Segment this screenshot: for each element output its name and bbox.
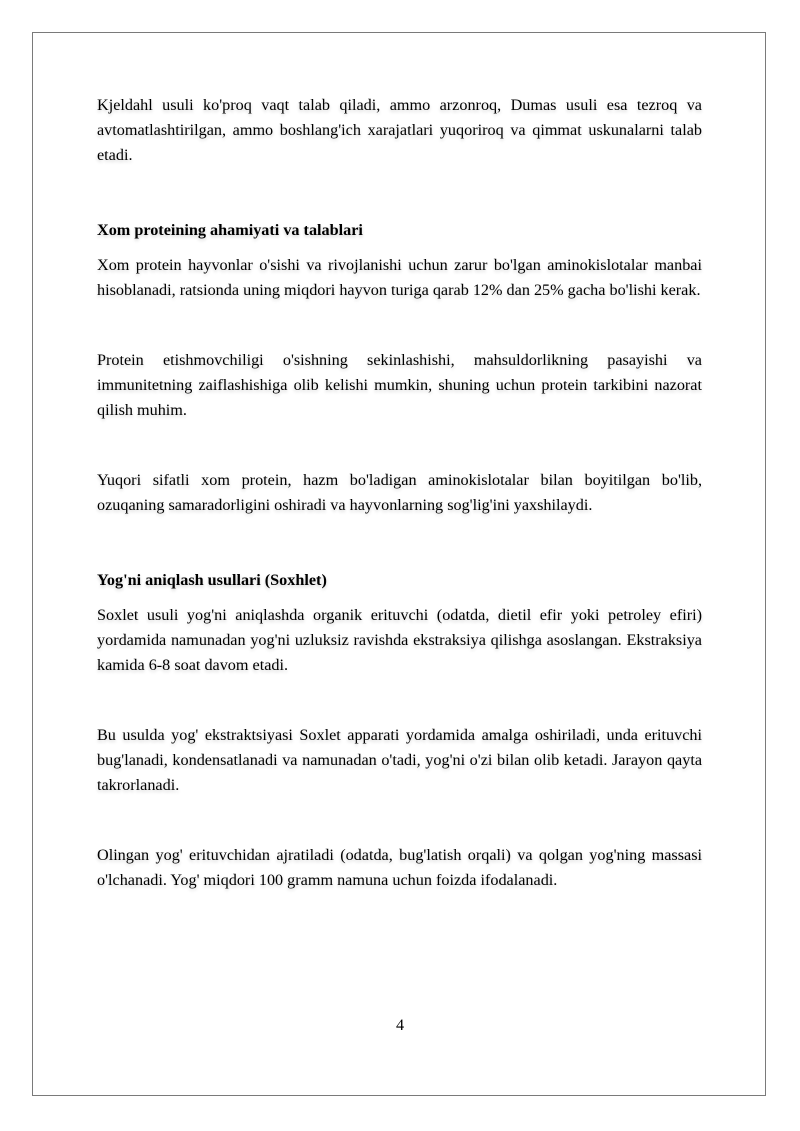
section-heading-soxhlet: Yog'ni aniqlash usullari (Soxhlet) — [97, 571, 327, 589]
intro-paragraph: Kjeldahl usuli ko'proq vaqt talab qiladi, ammo arzonroq, Dumas usuli esa tezroq va avtomatlashtirilgan, ammo boshlang'ich xarajatlari yuqoriroq va qimmat uskunalarni talab etadi. — [97, 96, 702, 164]
page-number: 4 — [395, 1016, 405, 1034]
protein-paragraph-2: Protein etishmovchiligi o'sishning sekinlashishi, mahsuldorlikning pasayishi va immunitetning zaiflashishiga olib kelishi mumkin, shuning uchun protein tarkibini nazorat qilish muhim. — [97, 351, 702, 419]
soxhlet-paragraph-2: Bu usulda yog' ekstraktsiyasi Soxlet apparati yordamida amalga oshiriladi, unda erituvchi bug'lanadi, kondensatlanadi va namunadan o'tadi, yog'ni o'zi bilan olib ketadi. Jarayon qayta takrorlanadi. — [97, 726, 702, 794]
protein-paragraph-1: Xom protein hayvonlar o'sishi va rivojlanishi uchun zarur bo'lgan aminokislotalar manbai hisoblanadi, ratsionda uning miqdori hayvon turiga qarab 12% dan 25% gacha bo'lishi kerak. — [97, 256, 702, 299]
spacer — [97, 303, 702, 348]
spacer — [97, 678, 702, 723]
soxhlet-paragraph-1: Soxlet usuli yog'ni aniqlashda organik erituvchi (odatda, dietil efir yoki petroley efiri) yordamida namunadan yog'ni uzluksiz ravishda ekstraksiya qilishga asoslangan. Ekstraksiya kamida 6-8 soat davom etadi. — [97, 606, 702, 674]
spacer — [97, 243, 702, 253]
spacer — [97, 518, 702, 568]
spacer — [97, 423, 702, 468]
soxhlet-paragraph-3: Olingan yog' erituvchidan ajratiladi (odatda, bug'latish orqali) va qolgan yog'ning massasi o'lchanadi. Yog' miqdori 100 gramm namuna uchun foizda ifodalanadi. — [97, 846, 702, 889]
protein-paragraph-3: Yuqori sifatli xom protein, hazm bo'ladigan aminokislotalar bilan boyitilgan bo'lib, ozuqaning samaradorligini oshiradi va hayvonlarning sog'lig'ini yaxshilaydi. — [97, 471, 702, 514]
spacer — [97, 593, 702, 603]
spacer — [97, 798, 702, 843]
section-heading-crude-protein: Xom proteining ahamiyati va talablari — [97, 221, 363, 239]
spacer — [97, 168, 702, 218]
page-content — [97, 93, 702, 893]
